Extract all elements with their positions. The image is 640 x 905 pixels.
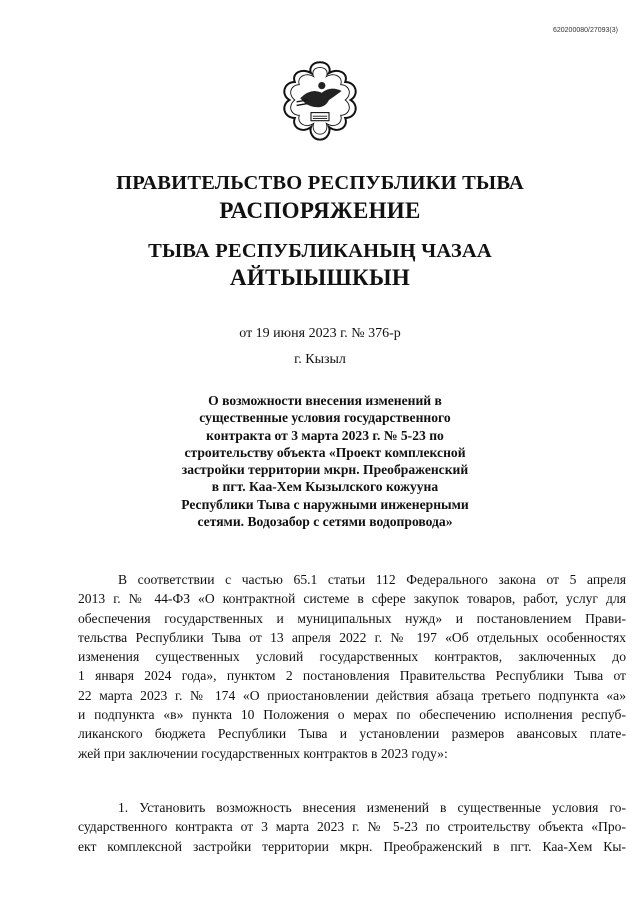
title-line: застройки территории мкрн. Преображенский <box>181 462 469 478</box>
document-type-ru: РАСПОРЯЖЕНИЕ <box>219 198 421 223</box>
title-line: сетями. Водозабор с сетями водопровода» <box>197 514 453 530</box>
document-title <box>160 392 490 530</box>
paragraph-line: жей при заключении государственных контрактов в 2023 году»: <box>78 745 448 761</box>
title-line: Республики Тыва с наружными инженерными <box>181 496 469 512</box>
paragraph-line: В соответствии с частью 65.1 статьи 112 Федерального закона от 5 апреля <box>118 572 626 587</box>
title-line: в пгт. Каа-Хем Кызылского кожууна <box>211 479 439 495</box>
paragraph-line: ект комплексной застройки территории мкрн. Преображенский в пгт. Каа-Хем Кы- <box>78 838 626 854</box>
item-1-paragraph <box>78 798 626 856</box>
paragraph-line: сударственного контракта от 3 марта 2023 г. № 5-23 по строительству объекта «Про- <box>78 819 626 835</box>
title-line: строительству объекта «Проект комплексной <box>184 444 466 460</box>
preamble-paragraph <box>78 570 626 763</box>
paragraph-line: ликанского бюджета Республики Тыва и установлении размеров авансовых плате- <box>78 726 626 742</box>
title-line: существенные условия государственного <box>199 410 451 426</box>
government-name-ru: ПРАВИТЕЛЬСТВО РЕСПУБЛИКИ ТЫВА <box>116 172 524 194</box>
tuva-coat-of-arms-icon <box>275 55 365 145</box>
paragraph-line: изменения существенных условий государственных контрактов, заключенных до <box>78 649 626 665</box>
government-name-tv: ТЫВА РЕСПУБЛИКАНЫҢ ЧАЗАА <box>148 240 492 262</box>
paragraph-line: 1 января 2024 года», пунктом 2 постановления Правительства Республики Тыва от <box>78 668 626 684</box>
title-line: контракта от 3 марта 2023 г. № 5-23 по <box>206 427 444 443</box>
paragraph-line: и подпункта «в» пункта 10 Положения о мерах по обеспечению исполнения респуб- <box>78 707 626 723</box>
document-id: 620200080/27093(3) <box>552 27 618 34</box>
document-date-number: от 19 июня 2023 г. № 376-р <box>239 326 401 341</box>
paragraph-line: 1. Установить возможность внесения изменений в существенные условия го- <box>118 800 626 815</box>
title-line: О возможности внесения изменений в <box>208 393 442 408</box>
paragraph-line: 22 марта 2023 г. № 174 «О приостановлении действия абзаца третьего подпункта «а» <box>78 687 626 703</box>
paragraph-line: 2013 г. № 44-ФЗ «О контрактной системе в сфере закупок товаров, работ, услуг для <box>78 591 626 607</box>
paragraph-line: обеспечения государственных и муниципальных нужд» и постановлением Прави- <box>78 610 626 626</box>
document-type-tv: АЙТЫЫШКЫН <box>229 265 411 290</box>
paragraph-line: тельства Республики Тыва от 13 апреля 2022 г. № 197 «Об отдельных особенностях <box>78 629 626 645</box>
document-city: г. Кызыл <box>294 352 346 367</box>
